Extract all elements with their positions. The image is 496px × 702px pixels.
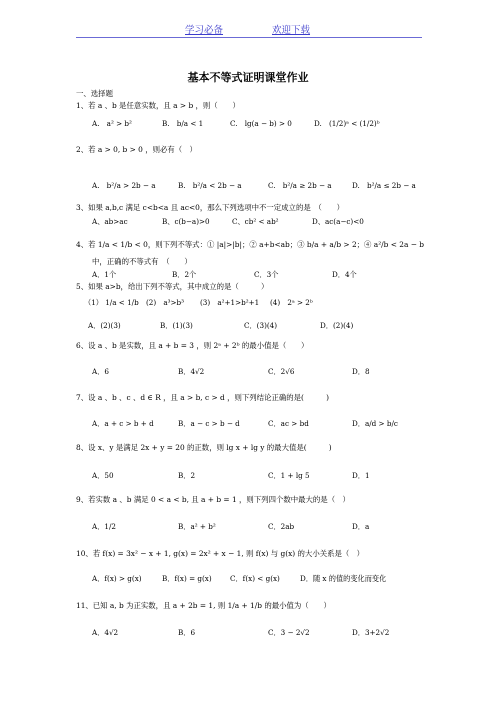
- q4-option-b: B．2个: [172, 270, 197, 279]
- q9-option-a: A．1/2: [92, 522, 116, 531]
- question-8-stem: 8、设 x、y 是满足 2x + y = 20 的正数，则 lg x + lg y 的最大值是( ): [76, 443, 332, 452]
- question-10-stem: 10、若 f(x) = 3x² − x + 1, g(x) = 2x² + x − 1, 则 f(x) 与 g(x) 的大小关系是（ ）: [76, 549, 365, 558]
- q10-option-a: A．f(x) > g(x): [92, 574, 142, 583]
- section-heading: 一、选择题: [76, 89, 113, 98]
- q5-option-c: C．(3)(4): [244, 321, 278, 330]
- page-header: [0, 22, 496, 38]
- question-6-stem: 6、设 a 、b 是实数，且 a + b = 3 ，则 2ᵃ + 2ᵇ 的最小值是（ ）: [76, 341, 309, 350]
- q10-option-c: C．f(x) < g(x): [230, 574, 280, 583]
- q11-option-d: D．3+2√2: [352, 628, 390, 637]
- question-9-stem: 9、若实数 a 、b 满足 0 < a < b, 且 a + b = 1 ，则下列四个数中最大的是（ ）: [76, 495, 350, 504]
- q7-option-a: A．a + c > b + d: [92, 419, 154, 428]
- q2-option-a: A. b²/a > 2b − a: [92, 181, 156, 190]
- question-1-stem: 1、若 a 、b 是任意实数，且 a > b ，则（ ）: [76, 101, 240, 110]
- q11-option-a: A．4√2: [92, 628, 119, 637]
- q11-option-b: B．6: [178, 628, 196, 637]
- q11-option-c: C．3 − 2√2: [268, 628, 310, 637]
- q3-option-d: D、ac(a−c)<0: [312, 217, 364, 226]
- q8-option-d: D．1: [352, 471, 370, 480]
- q9-option-d: D．a: [352, 522, 370, 531]
- q7-option-c: C．ac > bd: [268, 419, 309, 428]
- q7-option-b: B．a − c > b − d: [178, 419, 240, 428]
- header-rule: [76, 37, 422, 38]
- question-5-stem: 5、如果 a>b，给出下列不等式，其中成立的是（ ）: [76, 282, 269, 291]
- q9-option-c: C．2ab: [268, 522, 295, 531]
- q5-option-b: B．(1)(3): [160, 321, 193, 330]
- question-3-stem: 3、如果 a,b,c 满足 c<b<a 且 ac<0，那么下列选项中不一定成立的是 （ ）: [76, 203, 344, 212]
- q9-option-b: B．a² + b²: [178, 522, 216, 531]
- header-link-study[interactable]: 学习必备: [185, 25, 224, 36]
- q2-option-c: C. b²/a ≥ 2b − a: [268, 181, 332, 190]
- page-title: 基本不等式证明课堂作业: [187, 71, 309, 84]
- q2-option-b: B. b²/a < 2b − a: [178, 181, 242, 190]
- q8-option-c: C．1 + lg 5: [268, 471, 310, 480]
- q4-option-d: D．4个: [332, 270, 357, 279]
- question-4-stem-continued: 中，正确的不等式有 （ ）: [92, 257, 192, 266]
- q6-option-d: D．8: [352, 367, 370, 376]
- q8-option-a: A．50: [92, 471, 114, 480]
- q5-option-a: A．(2)(3): [88, 321, 121, 330]
- q5-statement-2: (2) a³>b³: [146, 298, 185, 307]
- question-4-stem: 4、若 1/a < 1/b < 0，则下列不等式：① |a|>|b|；② a+b<ab；③ b/a + a/b > 2；④ a²/b < 2a − b: [76, 240, 424, 249]
- q5-statement-3: (3) a²+1>b²+1: [200, 298, 260, 307]
- q1-option-a: A. a² > b²: [92, 119, 132, 128]
- question-7-stem: 7、设 a 、b 、c 、d ∈ R ，且 a > b, c > d ，则下列结论正确的是( ): [76, 393, 329, 402]
- header-link-download[interactable]: 欢迎下载: [272, 25, 311, 36]
- q6-option-c: C．2√6: [268, 367, 295, 376]
- q3-option-c: C、cb² < ab²: [232, 217, 279, 226]
- question-11-stem: 11、已知 a, b 为正实数，且 a + 2b = 1, 则 1/a + 1/b 的最小值为（ ）: [76, 601, 331, 610]
- q6-option-a: A．6: [92, 367, 109, 376]
- q4-option-a: A．1个: [92, 270, 117, 279]
- question-2-stem: 2、若 a > 0, b > 0 ，则必有（ ）: [76, 145, 197, 154]
- q10-option-d: D．随 x 的值的变化而变化: [300, 574, 387, 583]
- q1-option-d: D. (1/2)ᵃ < (1/2)ᵇ: [314, 119, 380, 128]
- q1-option-c: C. lg(a − b) > 0: [230, 119, 292, 128]
- q3-option-b: B、c(b−a)>0: [162, 217, 210, 226]
- q1-option-b: B. b/a < 1: [162, 119, 204, 128]
- q4-option-c: C．3个: [254, 270, 279, 279]
- q3-option-a: A、ab>ac: [92, 217, 128, 226]
- q5-statement-1: （1） 1/a < 1/b: [84, 298, 139, 307]
- q6-option-b: B．4√2: [178, 367, 205, 376]
- q8-option-b: B．2: [178, 471, 196, 480]
- q10-option-b: B．f(x) = g(x): [162, 574, 212, 583]
- q7-option-d: D．a/d > b/c: [352, 419, 398, 428]
- q5-option-d: D．(2)(4): [320, 321, 354, 330]
- q5-statement-4: (4) 2ᵃ > 2ᵇ: [270, 298, 313, 307]
- q2-option-d: D. b²/a ≤ 2b − a: [352, 181, 416, 190]
